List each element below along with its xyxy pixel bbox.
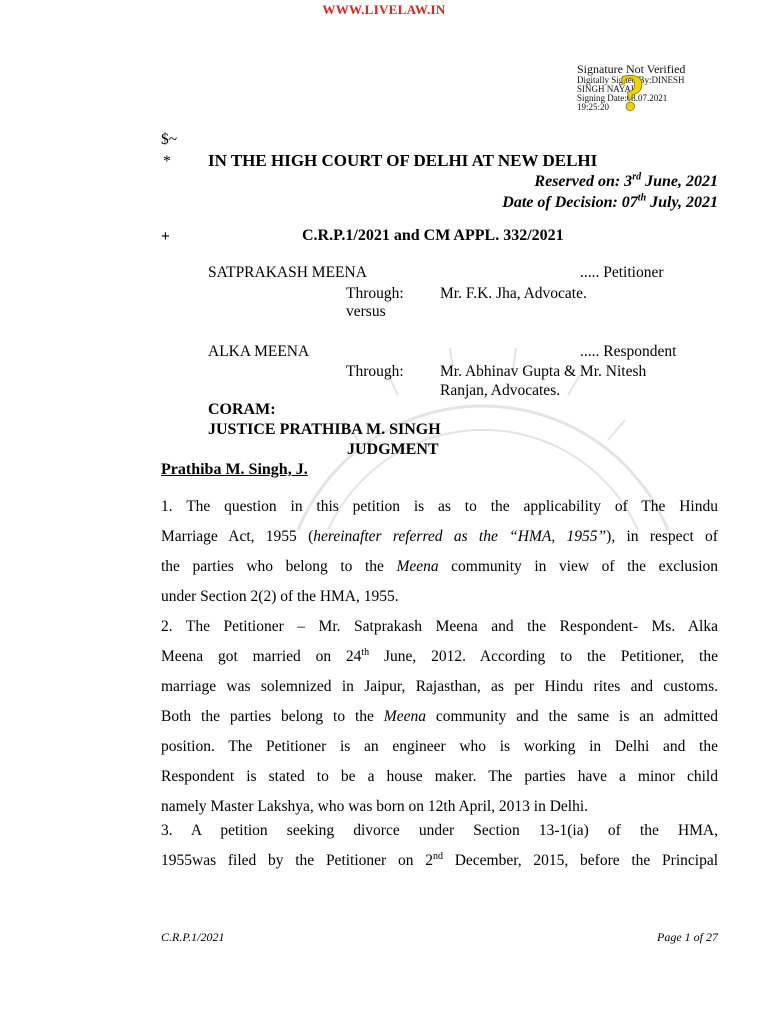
p2-line: position. The Petitioner is an engineer who is working in Delhi and the [161,738,718,755]
site-header[interactable]: WWW.LIVELAW.IN [322,2,446,17]
reserved-date: Reserved on: 3rd June, 2021 [534,171,718,190]
p3-line: 1955was filed by the Petitioner on 2nd December, 2015, before the Principal [161,850,719,869]
paragraph-2 [161,612,718,822]
signature-signer-name: SINGH NAYAL [577,84,637,94]
through-label-1: Through: [346,285,404,302]
digital-signature-block [577,62,737,112]
judgment-heading: JUDGMENT [347,441,439,458]
p1-line: 1. The question in this petition is as to the applicability of The Hindu [161,498,718,515]
p2-line: 2. The Petitioner – Mr. Satprakash Meena and the Respondent- Ms. Alka [161,618,718,635]
svg-text:?: ? [619,66,645,118]
respondent-counsel-line2: Ranjan, Advocates. [440,382,561,399]
paragraph-1 [161,492,718,612]
p2-line: Both the parties belong to the Meena community and the same is an admitted [161,708,718,725]
court-title: IN THE HIGH COURT OF DELHI AT NEW DELHI [208,151,598,170]
petitioner-counsel: Mr. F.K. Jha, Advocate. [440,285,587,302]
signature-status: Signature Not Verified [577,62,686,76]
signature-time: 19:25:20 [577,102,610,112]
petitioner-role: ..... Petitioner [580,264,664,281]
question-mark-icon [617,66,651,118]
p2-line: marriage was solemnized in Jaipur, Rajasthan, as per Hindu rites and customs. [161,678,718,695]
p3-line: 3. A petition seeking divorce under Section 13-1(ia) of the HMA, [161,822,718,839]
plus-mark: + [161,228,170,245]
coram-label: CORAM: [208,401,276,418]
petitioner-name: SATPRAKASH MEENA [208,264,367,281]
respondent-role: ..... Respondent [580,343,677,360]
p2-line: namely Master Lakshya, who was born on 12th April, 2013 in Delhi. [161,798,589,815]
paragraph-3 [161,816,718,876]
footer-page-number: Page 1 of 27 [657,930,718,944]
respondent-counsel-line1: Mr. Abhinav Gupta & Mr. Nitesh [440,363,647,380]
doc-mark-asterisk: * [163,153,171,170]
decision-date: Date of Decision: 07th July, 2021 [502,192,718,211]
p1-line: under Section 2(2) of the HMA, 1955. [161,588,399,605]
p1-line: the parties who belong to the Meena community in view of the exclusion [161,558,718,575]
respondent-name: ALKA MEENA [208,343,310,360]
p1-line: Marriage Act, 1955 (hereinafter referred as the “HMA, 1955”), in respect of [161,528,718,545]
footer-case-number: C.R.P.1/2021 [161,930,225,944]
through-label-2: Through: [346,363,404,380]
signature-date: Signing Date:08.07.2021 [577,93,668,103]
p2-line: Meena got married on 24th June, 2012. According to the Petitioner, the [161,646,718,665]
versus-label: versus [346,303,386,320]
author-line: Prathiba M. Singh, J. [161,461,308,478]
justice-name: JUSTICE PRATHIBA M. SINGH [208,421,441,438]
doc-mark-dollar: $~ [161,131,178,148]
case-number: C.R.P.1/2021 and CM APPL. 332/2021 [302,227,564,244]
p2-line: Respondent is stated to be a house maker. The parties have a minor child [161,768,718,785]
signature-signer: Digitally Signed By:DINESH [577,75,685,85]
